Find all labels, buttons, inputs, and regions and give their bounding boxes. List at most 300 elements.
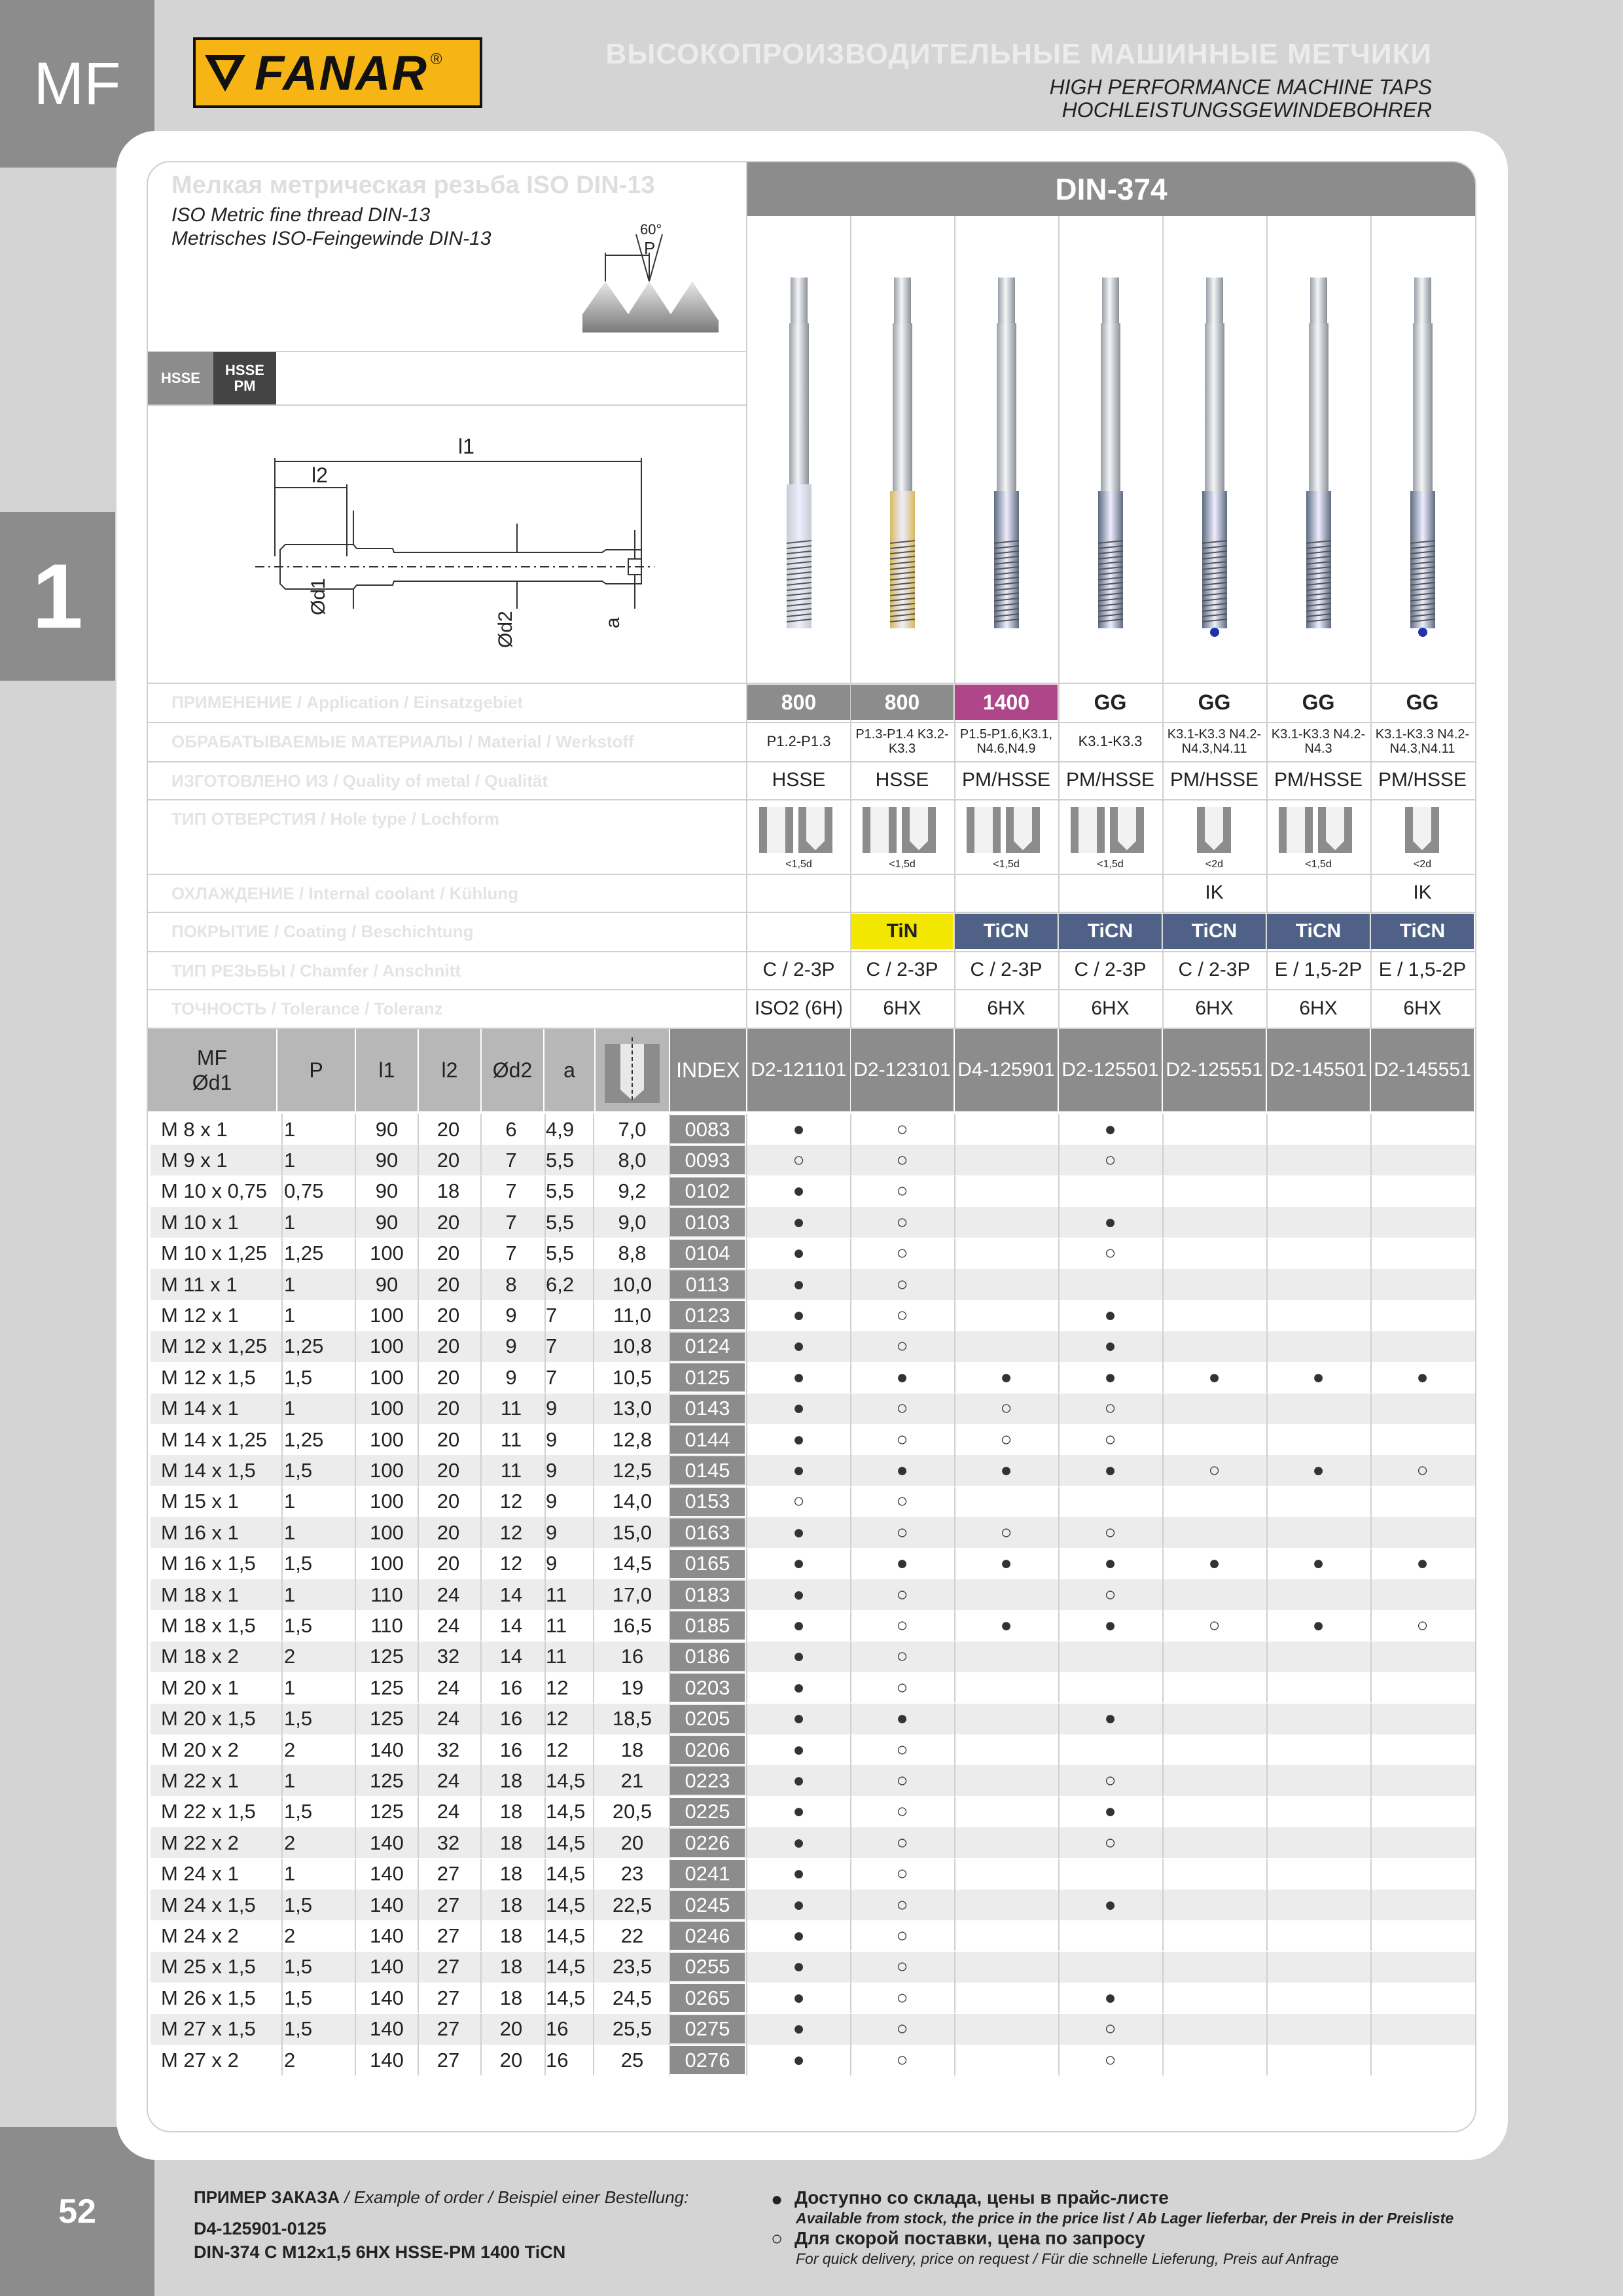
cell-drill: 11,0 [613, 1303, 652, 1327]
empty-cell [1163, 1952, 1266, 1982]
cell-p: 1 [284, 1397, 296, 1420]
stock-dot-icon: ● [793, 1428, 805, 1450]
empty-cell [1371, 1765, 1474, 1796]
order-dot-icon: ○ [896, 1149, 908, 1171]
cell-d2: 12 [499, 1490, 523, 1513]
cell-a: 6,2 [546, 1272, 575, 1296]
cell-size: M 14 x 1,25 [161, 1427, 267, 1451]
cell-size: M 8 x 1 [161, 1117, 228, 1141]
cell-l2: 20 [437, 1397, 460, 1420]
cell-l1: 140 [370, 1986, 404, 2009]
cell-l2: 20 [437, 1490, 460, 1513]
empty-cell [1163, 1827, 1266, 1858]
empty-cell [1163, 1797, 1266, 1827]
cell-d2: 7 [505, 1242, 517, 1265]
cell-index: 0163 [670, 1518, 745, 1547]
cell-l2: 20 [437, 1335, 460, 1358]
cell-p: 1,5 [284, 2017, 313, 2041]
empty-cell [955, 1704, 1058, 1734]
cell-size: M 20 x 1 [161, 1676, 239, 1699]
cell-size: M 18 x 1 [161, 1583, 239, 1606]
empty-cell [955, 1859, 1058, 1890]
hole-type-icon [1059, 803, 1162, 859]
cell-d2: 12 [499, 1552, 523, 1575]
order-dot-icon: ○ [1416, 1614, 1429, 1636]
table-row [151, 1331, 1475, 1362]
order-dot-icon: ○ [1104, 2049, 1116, 2071]
cell-index: 0203 [670, 1674, 745, 1702]
hole-type-3 [955, 800, 1058, 873]
materials-3: P1.5-P1.6,K3.1, N4.6,N4.9 [959, 727, 1053, 756]
empty-cell [1267, 1672, 1370, 1703]
empty-cell [955, 1176, 1058, 1207]
stock-dot-icon: ● [793, 1335, 805, 1357]
quality-5: PM/HSSE [1169, 769, 1259, 791]
empty-cell [1267, 1238, 1370, 1269]
cell-l1: 140 [370, 2017, 404, 2041]
table-row [151, 1424, 1475, 1455]
cell-d2: 11 [500, 1458, 522, 1482]
materials-6: K3.1-K3.3 N4.2-N4.3 [1271, 727, 1366, 756]
coolant-6 [1267, 874, 1370, 911]
stock-dot-icon: ● [793, 1924, 805, 1946]
cell-l1: 90 [375, 1148, 399, 1172]
order-dot-icon: ○ [1208, 1459, 1221, 1481]
empty-cell [1163, 1890, 1266, 1920]
cell-index: 0246 [670, 1922, 745, 1950]
empty-cell [1267, 1704, 1370, 1734]
dim-l2: l2 [312, 463, 328, 487]
table-row [151, 1300, 1475, 1331]
spec-label-5: ОХЛАЖДЕНИЕ / Internal coolant / Kühlung [171, 884, 519, 903]
stock-dot-icon: ● [793, 1304, 805, 1326]
cell-size: M 27 x 2 [161, 2048, 239, 2072]
order-dot-icon: ○ [1104, 1769, 1116, 1791]
hole-type-icon [747, 803, 850, 859]
hole-depth: <1,5d [1305, 858, 1332, 870]
tolerance-6: 6HX [1299, 997, 1338, 1019]
cell-drill: 10,0 [612, 1272, 652, 1296]
empty-cell [1371, 1827, 1474, 1858]
cell-index: 0225 [670, 1798, 745, 1826]
chamfer-6: E / 1,5-2P [1274, 959, 1363, 980]
stock-dot-icon: ● [793, 1211, 805, 1233]
stock-dot-icon: ● [896, 1552, 908, 1575]
order-dot-icon: ○ [896, 1645, 908, 1668]
stock-dot-icon: ● [896, 1708, 908, 1730]
th-code-6: D2-145501 [1267, 1029, 1370, 1111]
cell-d2: 18 [499, 1986, 523, 2009]
cell-l1: 100 [370, 1458, 404, 1482]
empty-cell [1163, 1145, 1266, 1175]
cell-p: 1,25 [284, 1335, 324, 1358]
table-row [151, 1982, 1475, 2013]
empty-cell [1267, 1890, 1370, 1920]
empty-cell [1267, 1207, 1370, 1238]
empty-cell [1163, 1704, 1266, 1734]
cell-l2: 27 [437, 1893, 460, 1916]
empty-cell [1371, 1641, 1474, 1672]
cell-drill: 8,0 [618, 1148, 647, 1172]
cell-p: 1,5 [284, 1458, 313, 1482]
empty-cell [1371, 1704, 1474, 1734]
cell-index: 0144 [670, 1426, 745, 1454]
cell-drill: 23,5 [612, 1955, 652, 1979]
cell-a: 7 [546, 1365, 558, 1389]
quality-3: PM/HSSE [961, 769, 1051, 791]
coolant-7: IK [1413, 882, 1432, 903]
stock-dot-icon: ● [1104, 1893, 1116, 1916]
stock-dot-icon: ● [1000, 1614, 1012, 1636]
empty-cell [1371, 1238, 1474, 1269]
cell-l2: 20 [437, 1117, 460, 1141]
spec-label-2: ОБРАБАТЫВАЕМЫЕ МАТЕРИАЛЫ / Material / Werkstoff [171, 732, 634, 751]
cell-a: 14,5 [546, 1924, 586, 1947]
coolant-2 [851, 874, 954, 911]
empty-cell [1267, 1579, 1370, 1610]
empty-cell [955, 1238, 1058, 1269]
materials-2: P1.3-P1.4 K3.2-K3.3 [855, 727, 949, 756]
cell-drill: 16 [620, 1645, 644, 1668]
order-dot-icon: ○ [1000, 1397, 1012, 1420]
hole-depth: <2d [1205, 858, 1224, 870]
empty-cell [1267, 1765, 1370, 1796]
empty-cell [1267, 1641, 1370, 1672]
cell-d2: 18 [499, 1768, 523, 1792]
empty-cell [1371, 1114, 1474, 1145]
empty-cell [1371, 1486, 1474, 1517]
app-1: 800 [747, 685, 850, 720]
empty-cell [1163, 1393, 1266, 1424]
stock-dot-icon: ● [896, 1459, 908, 1481]
stock-dot-icon: ● [1104, 1211, 1116, 1233]
cell-drill: 12,8 [612, 1427, 652, 1451]
empty-cell [1371, 1797, 1474, 1827]
order-dot-icon: ○ [896, 1614, 908, 1636]
empty-cell [955, 2045, 1058, 2075]
cell-drill: 14,5 [612, 1552, 652, 1575]
cell-a: 16 [546, 2048, 569, 2072]
cell-a: 14,5 [546, 1800, 586, 1823]
cell-l2: 27 [437, 2048, 460, 2072]
cell-l2: 27 [437, 1924, 460, 1947]
cell-size: M 20 x 2 [161, 1738, 239, 1761]
cell-l2: 20 [437, 1242, 460, 1265]
hollow-dot-icon: ○ [771, 2228, 783, 2250]
coating-4: TiCN [1059, 914, 1162, 949]
tolerance-7: 6HX [1403, 997, 1442, 1019]
order-dot-icon: ○ [896, 1118, 908, 1140]
empty-cell [1267, 1145, 1370, 1175]
cell-index: 0276 [670, 2046, 745, 2074]
stock-dot-icon: ● [1000, 1366, 1012, 1388]
tolerance-1: ISO2 (6H) [754, 997, 844, 1019]
stock-dot-icon: ● [1104, 1552, 1116, 1575]
coating-3: TiCN [955, 914, 1058, 949]
cell-l2: 24 [437, 1676, 460, 1699]
cell-index: 0275 [670, 2015, 745, 2043]
cell-d2: 7 [505, 1210, 517, 1234]
chamfer-2: C / 2-3P [866, 959, 938, 980]
order-dot-icon: ○ [1104, 1242, 1116, 1265]
dim-d1: Ød1 [308, 578, 329, 615]
stock-dot-icon: ● [793, 1738, 805, 1761]
cell-d2: 7 [505, 1179, 517, 1203]
order-dot-icon: ○ [896, 1273, 908, 1295]
cell-l1: 110 [370, 1583, 403, 1606]
table-row [151, 1797, 1475, 1827]
tap-image-1 [747, 268, 850, 648]
materials-5: K3.1-K3.3 N4.2-N4.3,N4.11 [1167, 727, 1262, 756]
chamfer-1: C / 2-3P [762, 959, 835, 980]
cell-l1: 125 [370, 1707, 404, 1731]
order-dot-icon: ○ [1104, 1149, 1116, 1171]
empty-cell [1059, 1269, 1162, 1300]
empty-cell [1371, 1982, 1474, 2013]
materials-4: K3.1-K3.3 [1078, 733, 1143, 749]
cell-size: M 20 x 1,5 [161, 1707, 256, 1731]
cell-size: M 12 x 1,25 [161, 1335, 267, 1358]
cell-p: 1 [284, 1148, 296, 1172]
cell-p: 1 [284, 1210, 296, 1234]
cell-index: 0183 [670, 1581, 745, 1609]
hole-type-1 [747, 800, 850, 873]
cell-l1: 140 [370, 1738, 404, 1761]
cell-l2: 20 [437, 1210, 460, 1234]
empty-cell [1371, 1269, 1474, 1300]
brand-name: FANAR [255, 45, 428, 100]
empty-cell [1059, 1672, 1162, 1703]
thread-title-ru: Мелкая метрическая резьба ISO DIN-13 [171, 171, 655, 199]
legend-quick-sub: For quick delivery, price on request / Für die schnelle Lieferung, Preis auf Anfrage [796, 2250, 1339, 2267]
hole-type-icon [955, 803, 1058, 859]
table-row [151, 1207, 1475, 1238]
spec-label-8: ТОЧНОСТЬ / Tolerance / Toleranz [171, 999, 443, 1018]
stock-dot-icon: ● [793, 1831, 805, 1854]
empty-cell [1267, 1114, 1370, 1145]
cell-index: 0143 [670, 1395, 745, 1423]
order-dot-icon: ○ [896, 1738, 908, 1761]
empty-cell [1371, 1145, 1474, 1175]
empty-cell [955, 1827, 1058, 1858]
quality-1: HSSE [772, 769, 826, 791]
cell-drill: 13,0 [612, 1397, 652, 1420]
cell-a: 14,5 [546, 1831, 586, 1854]
cell-l2: 20 [437, 1148, 460, 1172]
stock-dot-icon: ● [1208, 1366, 1221, 1388]
cell-a: 9 [546, 1552, 558, 1575]
empty-cell [1371, 1920, 1474, 1951]
empty-cell [1059, 1952, 1162, 1982]
cell-l1: 100 [370, 1242, 404, 1265]
table-row [151, 1704, 1475, 1734]
table-row [151, 1672, 1475, 1703]
legend-stock-sub: Available from stock, the price in the price list / Ab Lager lieferbar, der Preis in der Preisliste [796, 2210, 1454, 2227]
order-dot-icon: ○ [1104, 1521, 1116, 1543]
cell-a: 11 [546, 1613, 567, 1637]
cell-index: 0125 [670, 1363, 745, 1391]
stock-dot-icon: ● [1312, 1552, 1325, 1575]
empty-cell [1267, 1331, 1370, 1362]
order-dot-icon: ○ [1104, 1428, 1116, 1450]
cell-l1: 100 [370, 1303, 404, 1327]
empty-cell [1267, 1827, 1370, 1858]
cell-size: M 22 x 2 [161, 1831, 239, 1854]
empty-cell [1267, 2045, 1370, 2075]
spec-label-3: ИЗГОТОВЛЕНО ИЗ / Quality of metal / Qualität [171, 771, 548, 791]
empty-cell [955, 1641, 1058, 1672]
cell-index: 0165 [670, 1550, 745, 1578]
coating-6: TiCN [1267, 914, 1370, 949]
chamfer-3: C / 2-3P [970, 959, 1043, 980]
cell-a: 5,5 [546, 1179, 575, 1203]
dim-a: a [602, 617, 624, 628]
header-title-de: HOCHLEISTUNGSGEWINDEBOHRER [1061, 98, 1432, 122]
cell-drill: 22,5 [612, 1893, 652, 1916]
empty-cell [1371, 1579, 1474, 1610]
tolerance-3: 6HX [987, 997, 1026, 1019]
cell-d2: 14 [499, 1583, 523, 1606]
cell-p: 1,5 [284, 1893, 313, 1916]
tap-image-7 [1371, 268, 1474, 648]
stock-dot-icon: ● [793, 1708, 805, 1730]
th-drill [596, 1029, 669, 1111]
thread-pitch: P [644, 238, 656, 258]
empty-cell [955, 1890, 1058, 1920]
cell-l1: 100 [370, 1365, 404, 1389]
cell-index: 0223 [670, 1767, 745, 1795]
cell-l2: 20 [437, 1303, 460, 1327]
cell-l2: 24 [437, 1800, 460, 1823]
cell-l1: 125 [370, 1645, 404, 1668]
tap-image-3 [955, 268, 1058, 648]
empty-cell [1059, 1734, 1162, 1765]
cell-d2: 6 [505, 1117, 517, 1141]
stock-dot-icon: ● [793, 1801, 805, 1823]
order-dot-icon: ○ [896, 1397, 908, 1420]
stock-dot-icon: ● [896, 1366, 908, 1388]
v-logo-icon [196, 40, 255, 105]
order-dot-icon: ○ [793, 1490, 805, 1513]
cell-a: 5,5 [546, 1148, 575, 1172]
cell-drill: 21 [620, 1768, 644, 1792]
stock-dot-icon: ● [793, 1521, 805, 1543]
cell-drill: 24,5 [612, 1986, 652, 2009]
cell-d2: 12 [499, 1520, 523, 1544]
empty-cell [1163, 1207, 1266, 1238]
cell-l2: 27 [437, 1986, 460, 2009]
hole-depth: <1,5d [1097, 858, 1124, 870]
empty-cell [1267, 1393, 1370, 1424]
cell-d2: 18 [499, 1955, 523, 1979]
chamfer-5: C / 2-3P [1178, 959, 1251, 980]
order-example-label: ПРИМЕР ЗАКАЗА / Example of order / Beispiel einer Bestellung: [194, 2187, 689, 2207]
cell-index: 0103 [670, 1208, 745, 1236]
cell-l2: 18 [437, 1179, 460, 1203]
empty-cell [1163, 1641, 1266, 1672]
empty-cell [1267, 1797, 1370, 1827]
empty-cell [1371, 1952, 1474, 1982]
empty-cell [1267, 1176, 1370, 1207]
cell-l2: 32 [437, 1738, 460, 1761]
cell-drill: 23 [620, 1862, 644, 1886]
materials-1: P1.2-P1.3 [766, 733, 831, 749]
table-row [151, 1486, 1475, 1517]
order-dot-icon: ○ [896, 1304, 908, 1326]
table-row [151, 1517, 1475, 1548]
cell-l1: 100 [370, 1335, 404, 1358]
chamfer-4: C / 2-3P [1074, 959, 1147, 980]
cell-l1: 90 [375, 1272, 399, 1296]
empty-cell [1267, 1734, 1370, 1765]
th-d2: Ød2 [482, 1029, 543, 1111]
cell-p: 2 [284, 1645, 296, 1668]
chapter-tab: 1 [0, 512, 115, 681]
app-5: GG [1198, 690, 1231, 714]
empty-cell [1267, 1424, 1370, 1455]
empty-cell [955, 1734, 1058, 1765]
cell-d2: 18 [499, 1831, 523, 1854]
cell-p: 1 [284, 1117, 296, 1141]
empty-cell [1163, 1269, 1266, 1300]
order-dot-icon: ○ [1208, 1614, 1221, 1636]
cell-size: M 26 x 1,5 [161, 1986, 256, 2009]
th-code-5: D2-125551 [1163, 1029, 1266, 1111]
th-index: INDEX [670, 1029, 746, 1111]
cell-p: 1,5 [284, 1707, 313, 1731]
hole-depth: <1,5d [993, 858, 1020, 870]
stock-dot-icon: ● [793, 1397, 805, 1420]
cell-p: 1,5 [284, 1986, 313, 2009]
empty-cell [1267, 1982, 1370, 2013]
cell-index: 0241 [670, 1860, 745, 1888]
empty-cell [1163, 1734, 1266, 1765]
cell-a: 14,5 [546, 1862, 586, 1886]
cell-d2: 14 [499, 1645, 523, 1668]
empty-cell [955, 1982, 1058, 2013]
order-dot-icon: ○ [1104, 1397, 1116, 1420]
cell-l1: 125 [370, 1768, 404, 1792]
cell-index: 0185 [670, 1611, 745, 1640]
brand-logo [193, 37, 482, 108]
cell-l1: 140 [370, 1893, 404, 1916]
empty-cell [1371, 1424, 1474, 1455]
stock-dot-icon: ● [1000, 1459, 1012, 1481]
table-row [151, 1579, 1475, 1610]
cell-a: 5,5 [546, 1242, 575, 1265]
empty-cell [1267, 1486, 1370, 1517]
hole-type-7 [1371, 800, 1474, 873]
legend-quick: Для скорой поставки, цена по запросу [794, 2228, 1145, 2248]
stock-dot-icon: ● [793, 1242, 805, 1265]
cell-a: 14,5 [546, 1768, 586, 1792]
cell-index: 0083 [670, 1115, 745, 1143]
empty-cell [1059, 1920, 1162, 1951]
cell-index: 0245 [670, 1891, 745, 1919]
hole-type-4 [1059, 800, 1162, 873]
stock-dot-icon: ● [793, 1552, 805, 1575]
cell-index: 0186 [670, 1643, 745, 1671]
cell-l2: 20 [437, 1552, 460, 1575]
table-row [151, 1145, 1475, 1175]
hole-type-2 [851, 800, 954, 873]
dim-d2: Ød2 [495, 611, 516, 648]
empty-cell [1163, 1920, 1266, 1951]
hole-type-icon [851, 803, 954, 859]
order-example-desc: DIN-374 C M12x1,5 6HX HSSE-PM 1400 TiCN [194, 2242, 566, 2262]
empty-cell [1163, 1486, 1266, 1517]
empty-cell [955, 1579, 1058, 1610]
